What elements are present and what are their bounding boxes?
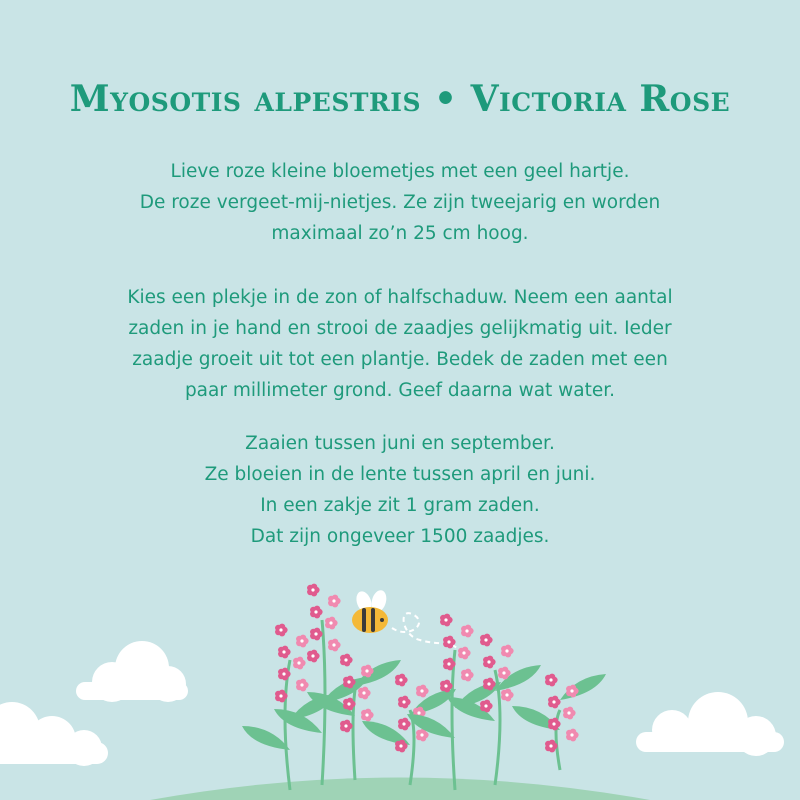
flower-illustration: [0, 560, 800, 800]
facts-line: In een zakje zit 1 gram zaden.: [260, 495, 540, 516]
flower-stalks: [242, 584, 606, 790]
flower-icon: [307, 584, 320, 597]
description-line: De roze vergeet-mij-nietjes. Ze zijn tweejarig en worden: [139, 192, 661, 213]
flower-icon: [548, 696, 561, 709]
flower-icon: [398, 696, 411, 709]
flower-icon: [358, 687, 371, 700]
cloud-icon: [636, 692, 784, 756]
facts-paragraph: [60, 428, 740, 552]
flower-icon: [461, 669, 474, 682]
flower-icon: [361, 709, 374, 722]
cloud-icon: [0, 702, 108, 766]
cloud-icon: [76, 641, 188, 702]
flower-icon: [307, 650, 320, 663]
flower-icon: [278, 646, 291, 659]
description-line: Lieve roze kleine bloemetjes met een geel hartje.: [170, 161, 630, 182]
instructions-paragraph: [60, 282, 740, 406]
bee-icon: [352, 589, 389, 633]
flower-icon: [296, 635, 309, 648]
flower-icon: [501, 689, 514, 702]
facts-line: Zaaien tussen juni en september.: [245, 433, 555, 454]
instructions-line: Kies een plekje in de zon of halfschaduw. Neem een aantal: [127, 287, 673, 308]
flower-icon: [501, 645, 514, 658]
description-line: maximaal zo’n 25 cm hoog.: [271, 223, 529, 244]
flower-icon: [395, 674, 408, 687]
flower-icon: [563, 707, 576, 720]
flower-icon: [440, 614, 453, 627]
flower-stalk: [512, 674, 606, 770]
flower-icon: [340, 654, 353, 667]
flower-icon: [483, 656, 496, 669]
flower-stalk: [307, 654, 401, 780]
flower-icon: [310, 606, 323, 619]
flower-icon: [325, 617, 338, 630]
flower-icon: [480, 700, 493, 713]
page-title: Myosotis alpestris • Victoria Rose: [69, 78, 731, 120]
instructions-line: zaden in je hand en strooi de zaadjes gelijkmatig uit. Ieder: [128, 318, 672, 339]
flower-icon: [398, 718, 411, 731]
flower-icon: [296, 679, 309, 692]
flower-icon: [328, 639, 341, 652]
flower-icon: [275, 624, 288, 637]
flower-icon: [458, 647, 471, 660]
hill-icon: [150, 778, 650, 800]
flower-icon: [310, 628, 323, 641]
description-paragraph: [60, 156, 740, 249]
flower-icon: [545, 674, 558, 687]
flower-icon: [293, 657, 306, 670]
flower-icon: [340, 720, 353, 733]
flower-icon: [328, 595, 341, 608]
facts-line: Ze bloeien in de lente tussen april en juni.: [204, 464, 596, 485]
flower-icon: [416, 685, 429, 698]
instructions-line: zaadje groeit uit tot een plantje. Bedek de zaden met een: [132, 349, 668, 370]
flower-icon: [461, 625, 474, 638]
flower-icon: [480, 634, 493, 647]
flower-icon: [566, 729, 579, 742]
facts-line: Dat zijn ongeveer 1500 zaadjes.: [250, 526, 550, 547]
instructions-line: paar millimeter grond. Geef daarna wat water.: [184, 380, 616, 401]
